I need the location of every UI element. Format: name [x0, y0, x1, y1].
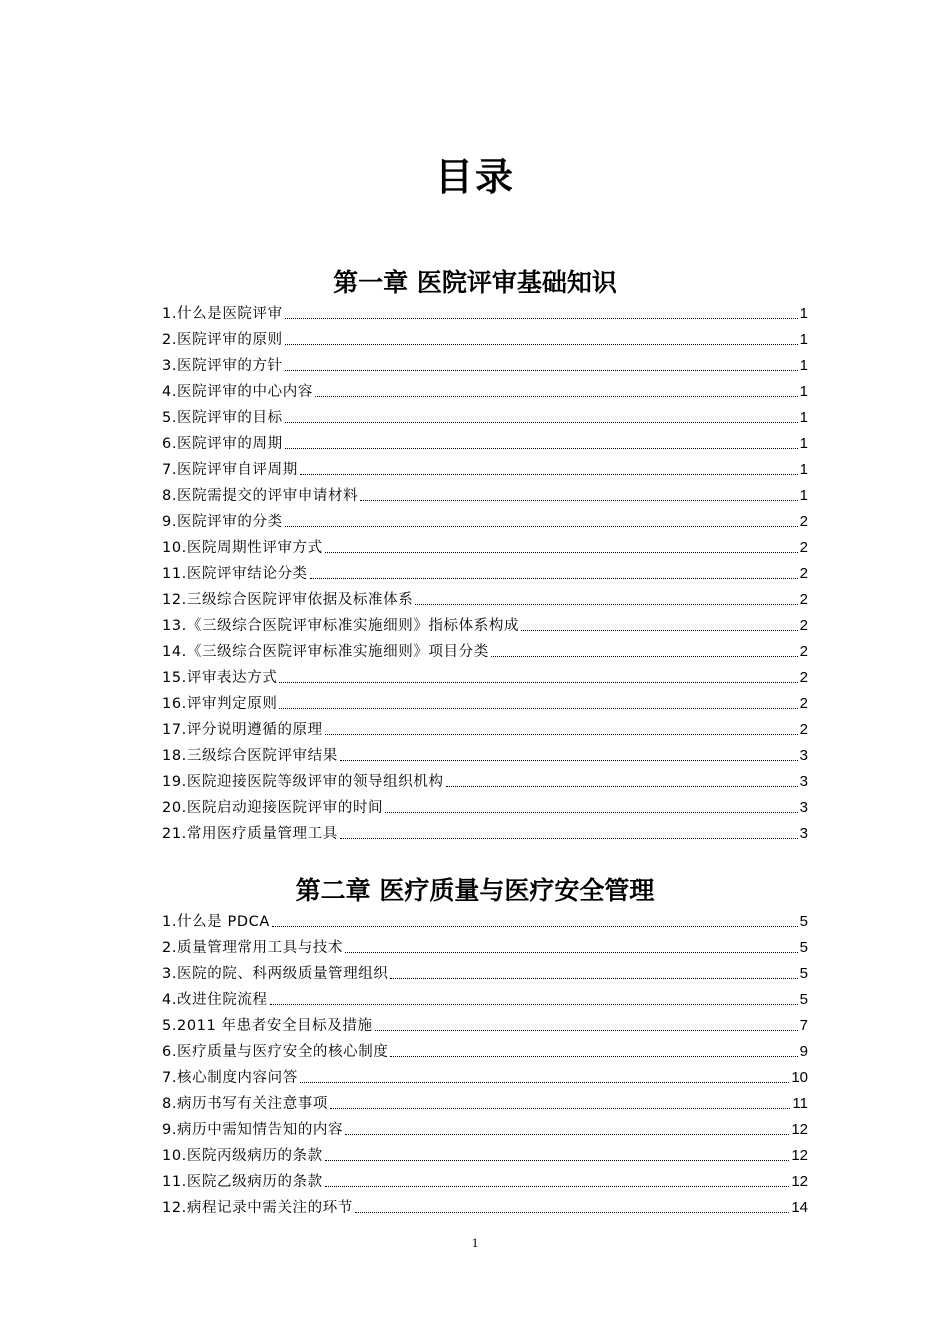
toc-entry-page-number: 1	[799, 331, 808, 348]
chapter-2-toc-list	[162, 906, 808, 1218]
chapter-1-toc-list	[162, 298, 808, 844]
toc-entry-label: 1.什么是医院评审	[162, 306, 283, 322]
toc-entry-page-number: 12	[791, 1147, 808, 1164]
toc-dot-leader	[325, 551, 798, 553]
toc-entry-page-number: 1	[799, 435, 808, 452]
toc-entry-label: 7.医院评审自评周期	[162, 462, 298, 478]
toc-dot-leader	[446, 785, 798, 787]
toc-dot-leader	[272, 925, 798, 927]
toc-entry-label: 21.常用医疗质量管理工具	[162, 826, 338, 842]
toc-entry-page-number: 1	[799, 409, 808, 426]
toc-entry-label: 4.医院评审的中心内容	[162, 384, 313, 400]
toc-entry-page-number: 11	[792, 1095, 808, 1112]
toc-entry[interactable]	[162, 636, 808, 662]
toc-entry-page-number: 12	[791, 1121, 808, 1138]
toc-entry[interactable]	[162, 1036, 808, 1062]
toc-entry[interactable]	[162, 350, 808, 376]
toc-dot-leader	[415, 603, 797, 605]
toc-entry-page-number: 3	[799, 773, 808, 790]
toc-entry[interactable]	[162, 402, 808, 428]
toc-dot-leader	[330, 1107, 790, 1109]
toc-entry-page-number: 12	[791, 1173, 808, 1190]
toc-entry-page-number: 2	[799, 565, 808, 582]
toc-entry-page-number: 2	[799, 591, 808, 608]
document-title: 目录	[434, 155, 515, 200]
toc-entry-label: 2.质量管理常用工具与技术	[162, 940, 344, 956]
toc-entry-label: 4.改进住院流程	[162, 992, 268, 1008]
toc-entry-label: 10.医院丙级病历的条款	[162, 1148, 323, 1164]
toc-entry-label: 15.评审表达方式	[162, 670, 278, 686]
toc-entry-label: 8.医院需提交的评审申请材料	[162, 488, 359, 504]
toc-entry[interactable]	[162, 984, 808, 1010]
toc-entry-page-number: 5	[799, 913, 808, 930]
toc-entry[interactable]	[162, 906, 808, 932]
toc-entry-page-number: 2	[799, 721, 808, 738]
toc-entry-page-number: 1	[799, 383, 808, 400]
toc-entry-page-number: 1	[799, 461, 808, 478]
toc-entry-label: 10.医院周期性评审方式	[162, 540, 323, 556]
toc-dot-leader	[300, 473, 798, 475]
toc-entry-page-number: 14	[791, 1199, 808, 1216]
toc-entry[interactable]	[162, 1114, 808, 1140]
toc-entry-label: 6.医院评审的周期	[162, 436, 283, 452]
toc-entry-page-number: 2	[799, 617, 808, 634]
toc-entry[interactable]	[162, 454, 808, 480]
toc-dot-leader	[270, 1003, 798, 1005]
toc-dot-leader	[310, 577, 798, 579]
chapter-2-title: 第二章 医疗质量与医疗安全管理	[295, 875, 655, 905]
toc-dot-leader	[279, 681, 797, 683]
toc-entry-page-number: 10	[791, 1069, 808, 1086]
toc-entry[interactable]	[162, 818, 808, 844]
toc-dot-leader	[491, 655, 798, 657]
toc-entry-label: 1.什么是 PDCA	[162, 914, 270, 930]
page-number: 1	[471, 1235, 479, 1250]
chapter-1-title: 第一章 医院评审基础知识	[333, 267, 617, 297]
toc-entry-page-number: 5	[799, 991, 808, 1008]
toc-entry[interactable]	[162, 714, 808, 740]
toc-dot-leader	[390, 1055, 797, 1057]
toc-entry-label: 7.核心制度内容问答	[162, 1070, 298, 1086]
toc-entry-page-number: 2	[799, 539, 808, 556]
toc-entry[interactable]	[162, 662, 808, 688]
toc-entry[interactable]	[162, 506, 808, 532]
toc-dot-leader	[300, 1081, 789, 1083]
toc-entry[interactable]	[162, 428, 808, 454]
toc-entry-label: 13.《三级综合医院评审标准实施细则》指标体系构成	[162, 618, 520, 634]
toc-entry[interactable]	[162, 558, 808, 584]
toc-entry-label: 17.评分说明遵循的原理	[162, 722, 323, 738]
toc-entry-page-number: 2	[799, 669, 808, 686]
toc-dot-leader	[325, 1159, 790, 1161]
toc-entry[interactable]	[162, 532, 808, 558]
toc-entry[interactable]	[162, 376, 808, 402]
toc-entry[interactable]	[162, 958, 808, 984]
toc-entry-page-number: 2	[799, 643, 808, 660]
toc-entry[interactable]	[162, 766, 808, 792]
toc-entry[interactable]	[162, 298, 808, 324]
toc-entry-page-number: 1	[799, 487, 808, 504]
toc-entry[interactable]	[162, 1088, 808, 1114]
toc-dot-leader	[285, 369, 798, 371]
toc-entry-page-number: 1	[799, 357, 808, 374]
toc-entry[interactable]	[162, 792, 808, 818]
toc-dot-leader	[360, 499, 797, 501]
toc-dot-leader	[375, 1029, 798, 1031]
toc-entry-page-number: 3	[799, 799, 808, 816]
toc-entry-page-number: 3	[799, 747, 808, 764]
toc-dot-leader	[355, 1211, 789, 1213]
toc-dot-leader	[315, 395, 798, 397]
toc-dot-leader	[325, 1185, 790, 1187]
toc-entry-page-number: 1	[799, 305, 808, 322]
toc-entry[interactable]	[162, 932, 808, 958]
toc-entry-label: 3.医院的院、科两级质量管理组织	[162, 966, 389, 982]
toc-entry-label: 9.医院评审的分类	[162, 514, 283, 530]
toc-entry-page-number: 5	[799, 939, 808, 956]
toc-entry-page-number: 5	[799, 965, 808, 982]
toc-dot-leader	[285, 447, 798, 449]
toc-entry-label: 3.医院评审的方针	[162, 358, 283, 374]
toc-entry-label: 20.医院启动迎接医院评审的时间	[162, 800, 384, 816]
toc-entry[interactable]	[162, 1010, 808, 1036]
toc-entry-label: 18.三级综合医院评审结果	[162, 748, 338, 764]
toc-dot-leader	[325, 733, 798, 735]
toc-entry-label: 19.医院迎接医院等级评审的领导组织机构	[162, 774, 444, 790]
toc-entry-page-number: 2	[799, 513, 808, 530]
toc-entry-page-number: 2	[799, 695, 808, 712]
toc-entry-page-number: 7	[799, 1017, 808, 1034]
toc-entry-label: 5.医院评审的目标	[162, 410, 283, 426]
toc-entry-label: 14.《三级综合医院评审标准实施细则》项目分类	[162, 644, 489, 660]
toc-dot-leader	[340, 759, 798, 761]
toc-entry-label: 12.病程记录中需关注的环节	[162, 1200, 353, 1216]
toc-dot-leader	[390, 977, 797, 979]
toc-entry[interactable]	[162, 1166, 808, 1192]
toc-entry[interactable]	[162, 740, 808, 766]
toc-entry-label: 6.医疗质量与医疗安全的核心制度	[162, 1044, 389, 1060]
toc-entry-label: 8.病历书写有关注意事项	[162, 1096, 329, 1112]
toc-entry-page-number: 3	[799, 825, 808, 842]
toc-entry-page-number: 9	[799, 1043, 808, 1060]
toc-dot-leader	[279, 707, 797, 709]
toc-dot-leader	[345, 1133, 789, 1135]
toc-dot-leader	[385, 811, 797, 813]
toc-entry-label: 9.病历中需知情告知的内容	[162, 1122, 344, 1138]
toc-entry[interactable]	[162, 324, 808, 350]
toc-entry[interactable]	[162, 584, 808, 610]
toc-dot-leader	[521, 629, 798, 631]
toc-entry-label: 11.医院评审结论分类	[162, 566, 308, 582]
toc-entry[interactable]	[162, 1062, 808, 1088]
toc-dot-leader	[340, 837, 798, 839]
toc-entry[interactable]	[162, 610, 808, 636]
toc-entry-label: 2.医院评审的原则	[162, 332, 283, 348]
toc-dot-leader	[285, 343, 798, 345]
toc-entry-label: 16.评审判定原则	[162, 696, 278, 712]
toc-dot-leader	[345, 951, 798, 953]
toc-entry-label: 12.三级综合医院评审依据及标准体系	[162, 592, 414, 608]
toc-entry-label: 11.医院乙级病历的条款	[162, 1174, 323, 1190]
toc-entry[interactable]	[162, 1192, 808, 1218]
toc-dot-leader	[285, 525, 798, 527]
toc-dot-leader	[285, 421, 798, 423]
toc-dot-leader	[285, 317, 798, 319]
toc-entry[interactable]	[162, 1140, 808, 1166]
toc-entry[interactable]	[162, 480, 808, 506]
toc-entry-label: 5.2011 年患者安全目标及措施	[162, 1018, 373, 1034]
toc-entry[interactable]	[162, 688, 808, 714]
